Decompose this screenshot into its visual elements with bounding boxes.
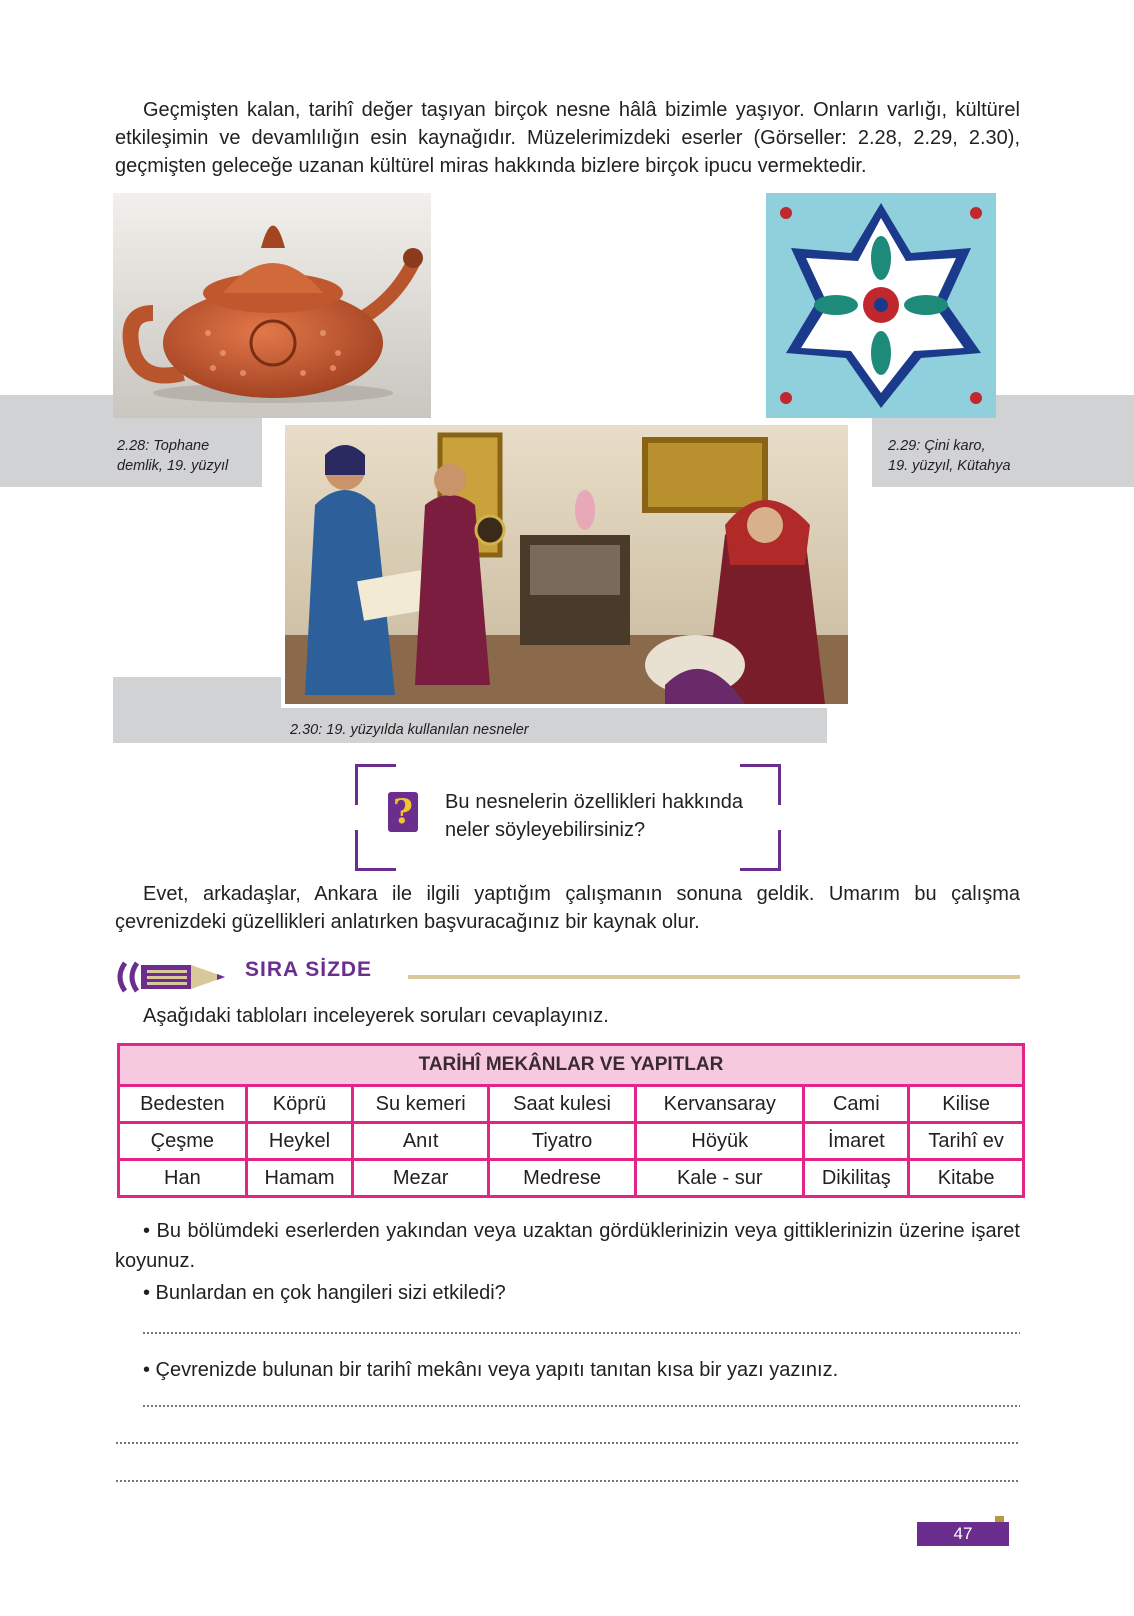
table-cell: Kilise <box>909 1086 1024 1123</box>
bracket-top-right <box>740 764 781 805</box>
table-cell: Dikilitaş <box>804 1160 909 1197</box>
table-header: TARİHÎ MEKÂNLAR VE YAPITLAR <box>119 1045 1024 1086</box>
table-cell: Çeşme <box>119 1123 247 1160</box>
table-cell: Tiyatro <box>489 1123 636 1160</box>
answer-line-4[interactable] <box>115 1480 1020 1482</box>
table-cell: Höyük <box>636 1123 804 1160</box>
answer-line-2[interactable] <box>142 1405 1020 1407</box>
instruction-text: Aşağıdaki tabloları inceleyerek soruları cevaplayınız. <box>143 1005 609 1027</box>
table-cell: Saat kulesi <box>489 1086 636 1123</box>
caption-2-28-line1: 2.28: Tophane <box>117 438 210 454</box>
table-row <box>119 1086 1024 1123</box>
table-cell: Su kemeri <box>353 1086 489 1123</box>
table-row <box>119 1160 1024 1197</box>
table-cell: Han <box>119 1160 247 1197</box>
teapot-image <box>113 193 431 418</box>
table-cell: Kitabe <box>909 1160 1024 1197</box>
table-cell: Cami <box>804 1086 909 1123</box>
teapot-photo <box>113 193 431 418</box>
answer-line-3[interactable] <box>115 1442 1020 1444</box>
bullet-most-affected: • Bunlardan en çok hangileri sizi etkiledi? <box>143 1282 506 1304</box>
table-header-row <box>119 1045 1024 1086</box>
table-cell: Heykel <box>246 1123 353 1160</box>
question-text: Bu nesnelerin özellikleri hakkında neler söyleyebilirsiniz? <box>445 791 743 841</box>
historic-places-table <box>117 1043 1025 1198</box>
museum-scene-photo <box>281 421 852 708</box>
sira-sizde-title: SIRA SİZDE <box>245 958 373 981</box>
bullet-mark-seen: • Bu bölümdeki eserlerden yakından veya uzaktan gördüklerinizin veya gittiklerinizin üzerine işaret koyunuz. <box>115 1220 1020 1272</box>
table-cell: Kervansaray <box>636 1086 804 1123</box>
answer-line-1[interactable] <box>142 1332 1020 1334</box>
table-cell: Anıt <box>353 1123 489 1160</box>
caption-2-29 <box>888 436 1011 476</box>
tile-photo <box>766 193 996 418</box>
caption-2-29-line1: 2.29: Çini karo, <box>888 438 986 454</box>
table-cell: Hamam <box>246 1160 353 1197</box>
table-row <box>119 1123 1024 1160</box>
bracket-bottom-right <box>740 830 781 871</box>
tile-image <box>766 193 996 418</box>
pencil-icon <box>113 960 243 994</box>
museum-scene-image <box>285 425 848 704</box>
bullet-write-text: • Çevrenizde bulunan bir tarihî mekânı veya yapıtı tanıtan kısa bir yazı yazınız. <box>143 1359 839 1381</box>
table-cell: Medrese <box>489 1160 636 1197</box>
intro-paragraph: Geçmişten kalan, tarihî değer taşıyan birçok nesne hâlâ bizimle yaşıyor. Onların varlığı, kültürel etkileşimin ve devamlılığın esin kaynağıdır. Müzelerimizdeki eserler (Görseller: 2.28, 2.29, 2.30), geçmişten geleceğe uzanan kültürel miras hakkında bizlere birçok ipucu vermektedir. <box>115 99 1020 177</box>
sira-sizde-rule <box>408 975 1020 979</box>
table-cell: Tarihî ev <box>909 1123 1024 1160</box>
bracket-bottom-left <box>355 830 396 871</box>
table-cell: Köprü <box>246 1086 353 1123</box>
page-number: 47 <box>917 1522 1009 1546</box>
closing-paragraph: Evet, arkadaşlar, Ankara ile ilgili yaptığım çalışmanın sonuna geldik. Umarım bu çalışma çevrenizdeki güzellikleri anlatırken başvuracağınız bir kaynak olur. <box>115 883 1020 933</box>
caption-2-30: 2.30: 19. yüzyılda kullanılan nesneler <box>290 722 529 738</box>
table-cell: Mezar <box>353 1160 489 1197</box>
table-cell: Bedesten <box>119 1086 247 1123</box>
table-cell: Kale - sur <box>636 1160 804 1197</box>
question-mark-icon: ? <box>388 792 418 832</box>
caption-2-29-line2: 19. yüzyıl, Kütahya <box>888 458 1011 474</box>
caption-2-28 <box>117 436 228 476</box>
table-cell: İmaret <box>804 1123 909 1160</box>
caption-2-28-line2: demlik, 19. yüzyıl <box>117 458 229 474</box>
